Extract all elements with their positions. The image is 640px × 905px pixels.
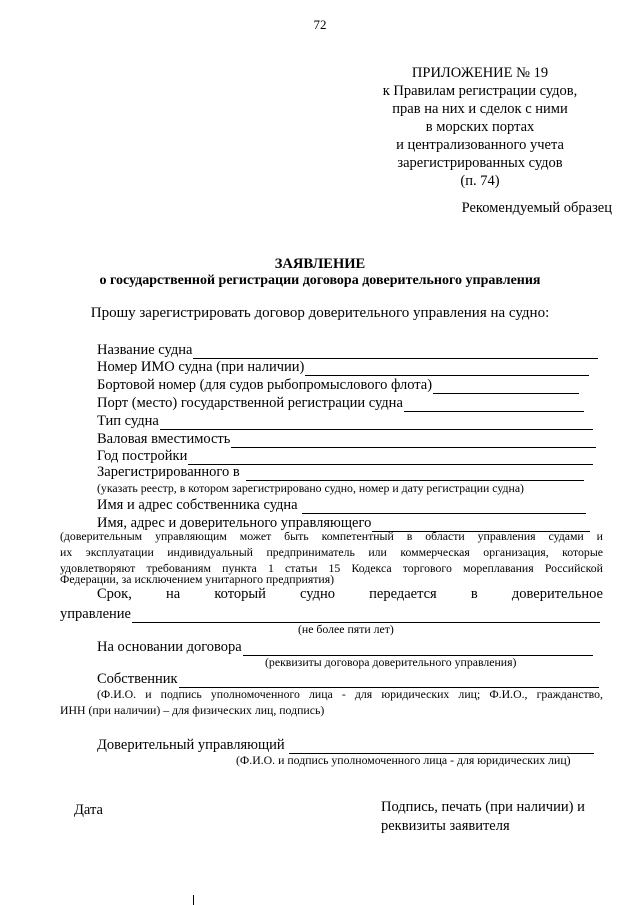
- vessel-name-field[interactable]: [97, 341, 598, 359]
- vessel-type-field[interactable]: [97, 412, 593, 430]
- build-year-label: Год постройки: [97, 448, 188, 464]
- registered-in-line[interactable]: [246, 467, 584, 481]
- term-word: в: [470, 586, 478, 602]
- imo-number-line[interactable]: [305, 362, 589, 376]
- term-word: Срок,: [97, 586, 132, 602]
- trustee-note: [60, 528, 603, 576]
- registry-note: (указать реестр, в котором зарегистрировано судно, номер и дату регистрации судна): [97, 481, 524, 495]
- side-number-line[interactable]: [433, 380, 579, 394]
- vessel-type-label: Тип судна: [97, 413, 159, 429]
- request-text: Прошу зарегистрировать договор доверительного управления на судно:: [90, 305, 550, 321]
- owner-note: [97, 686, 603, 702]
- sample-label: Рекомендуемый образец: [461, 200, 612, 216]
- imo-number-field[interactable]: [97, 358, 589, 376]
- owner-note-last: ИНН (при наличии) – для физических лиц, подпись): [60, 703, 325, 717]
- appendix-line: (п. 74): [460, 173, 500, 189]
- side-number-field[interactable]: [97, 376, 579, 394]
- imo-number-label: Номер ИМО судна (при наличии): [97, 359, 305, 375]
- term-note: (не более пяти лет): [298, 622, 394, 636]
- registration-port-line[interactable]: [404, 398, 584, 412]
- page-number: 72: [313, 17, 327, 32]
- term-word: доверительное: [511, 586, 603, 602]
- appendix-line: в морских портах: [425, 119, 535, 135]
- trustee-label: Имя, адрес и доверительного управляющего: [97, 515, 372, 531]
- term-word: который: [214, 586, 266, 602]
- signature-block: [381, 798, 585, 836]
- registration-port-field[interactable]: [97, 394, 584, 412]
- owner-line[interactable]: [302, 500, 586, 514]
- signature-line: реквизиты заявителя: [381, 818, 510, 834]
- contract-basis-label: На основании договора: [97, 639, 242, 655]
- owner-note-line: (Ф.И.О. и подпись уполномоченного лица - для юридических лиц; Ф.И.О., гражданство,: [97, 687, 603, 701]
- term-word: судно: [300, 586, 335, 602]
- appendix-line: к Правилам регистрации судов,: [382, 83, 578, 99]
- document-subtitle: о государственной регистрации договора доверительного управления: [99, 273, 541, 288]
- gross-tonnage-label: Валовая вместимость: [97, 431, 231, 447]
- appendix-line: зарегистрированных судов: [397, 155, 563, 171]
- term-cont-label: управление: [60, 606, 131, 622]
- vessel-name-line[interactable]: [193, 345, 598, 359]
- owner-sign-label: Собственник: [97, 671, 178, 687]
- term-word: передается: [369, 586, 437, 602]
- date-label: Дата: [74, 802, 103, 818]
- trustee-note-last: Федерации, за исключением унитарного предприятия): [60, 572, 335, 586]
- document-title: ЗАЯВЛЕНИЕ: [274, 256, 366, 272]
- registered-in-field[interactable]: [97, 463, 584, 481]
- trustee-sign-label: Доверительный управляющий: [97, 737, 285, 753]
- trustee-sign-note: (Ф.И.О. и подпись уполномоченного лица - для юридических лиц): [236, 753, 571, 767]
- term-row: [97, 586, 603, 603]
- vessel-name-label: Название судна: [97, 342, 193, 358]
- trustee-note-line: их эксплуатации индивидуальный предприниматель или коммерческая организация, которые: [60, 545, 603, 559]
- gross-tonnage-line[interactable]: [231, 434, 596, 448]
- trustee-note-line: (доверительным управляющим может быть компетентный в области управления судами и: [60, 529, 603, 543]
- margin-mark: [193, 895, 194, 905]
- appendix-line: ПРИЛОЖЕНИЕ № 19: [411, 65, 549, 81]
- owner-label: Имя и адрес собственника судна: [97, 497, 298, 513]
- side-number-label: Бортовой номер (для судов рыбопромыслового флота): [97, 377, 433, 393]
- appendix-block: [340, 64, 620, 190]
- contract-note: (реквизиты договора доверительного управления): [265, 655, 517, 669]
- signature-line: Подпись, печать (при наличии) и: [381, 799, 585, 815]
- appendix-line: и централизованного учета: [396, 137, 564, 153]
- gross-tonnage-field[interactable]: [97, 430, 596, 448]
- vessel-type-line[interactable]: [160, 416, 593, 430]
- trustee-note-line: удовлетворяют требованиям пункта 1 статьи 15 Кодекса торгового мореплавания Российской: [60, 561, 603, 575]
- owner-field[interactable]: [97, 496, 586, 514]
- registered-in-label: Зарегистрированного в: [97, 464, 240, 480]
- term-word: на: [166, 586, 181, 602]
- registration-port-label: Порт (место) государственной регистрации судна: [97, 395, 403, 411]
- appendix-line: прав на них и сделок с ними: [392, 101, 568, 117]
